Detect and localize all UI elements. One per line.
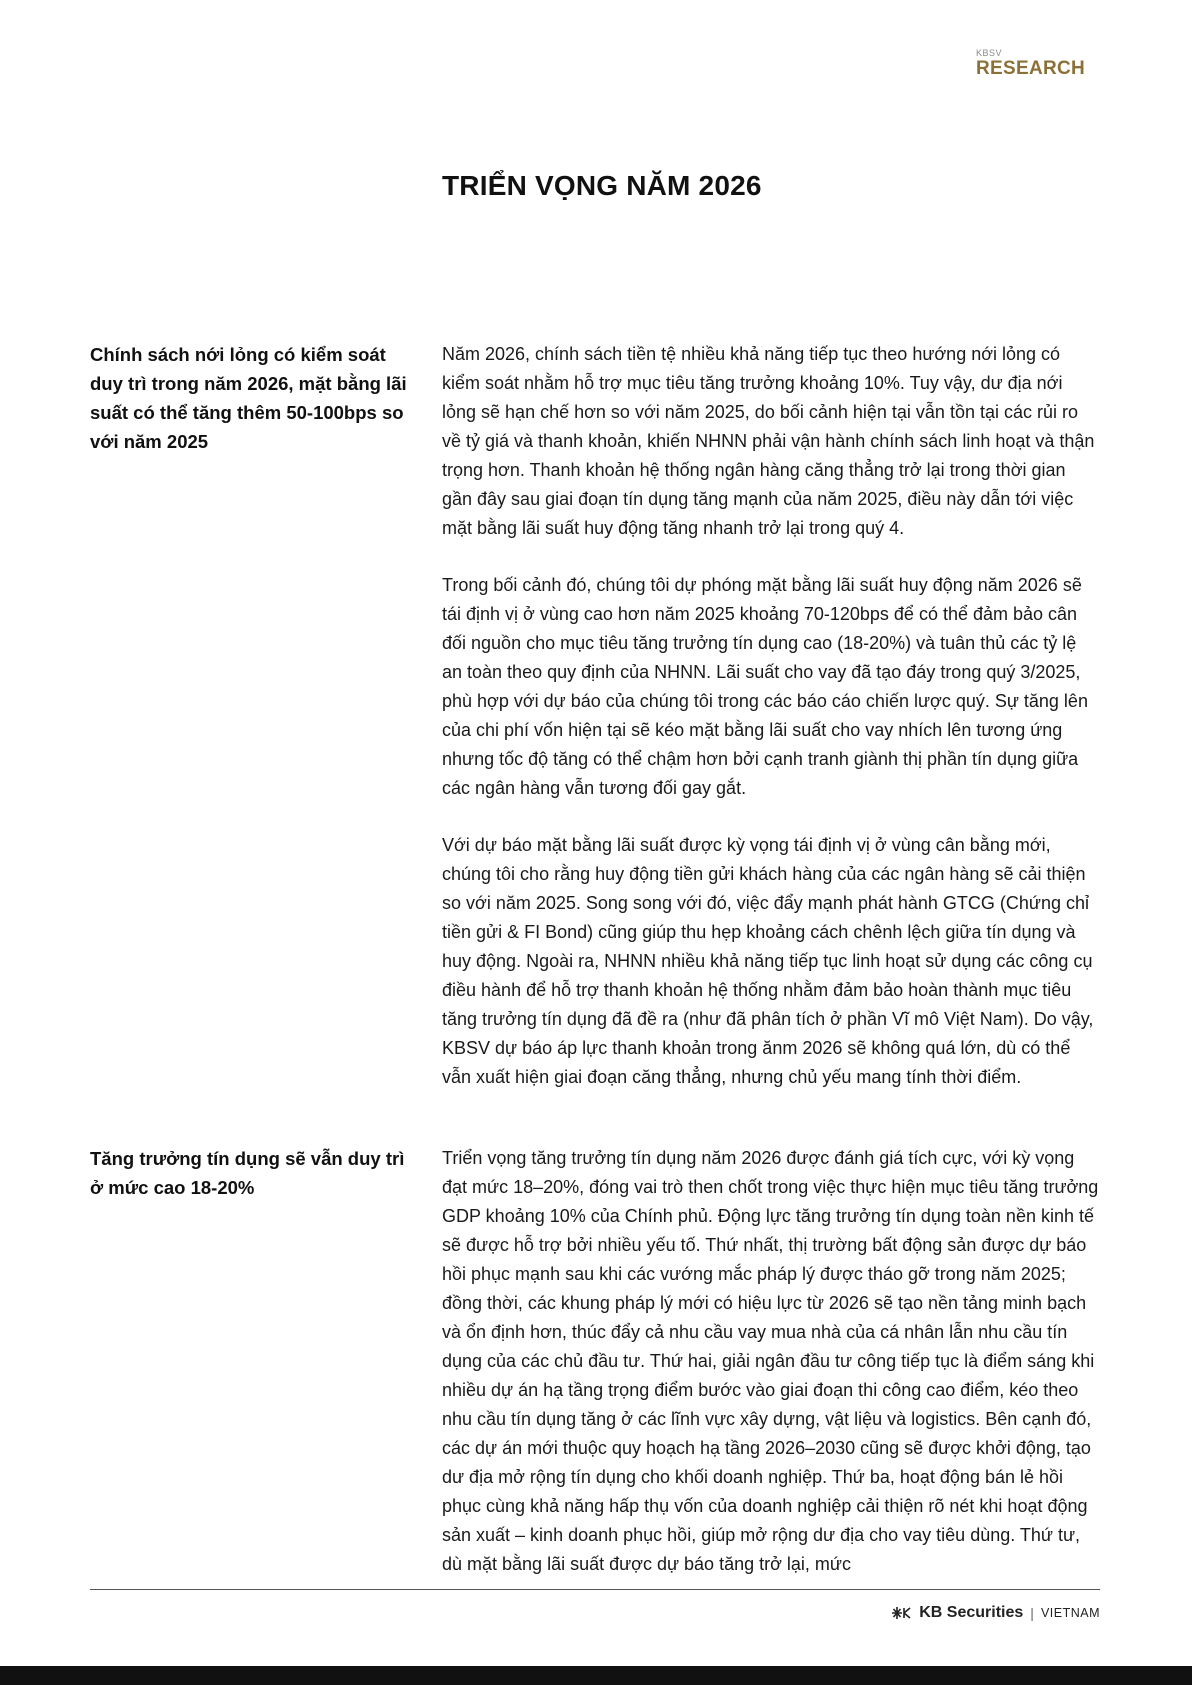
- section-body: [442, 340, 1100, 1120]
- footer-divider: [90, 1589, 1100, 1590]
- paragraph: Triển vọng tăng trưởng tín dụng năm 2026 được đánh giá tích cực, với kỳ vọng đạt mức 18–20%, đóng vai trò then chốt trong việc thực hiện mục tiêu tăng trưởng GDP khoảng 10% của Chính phủ. Động lực tăng trưởng tín dụng toàn nền kinh tế sẽ được hỗ trợ bởi nhiều yếu tố. Thứ nhất, thị trường bất động sản được dự báo hồi phục mạnh sau khi các vướng mắc pháp lý được tháo gỡ trong năm 2025; đồng thời, các khung pháp lý mới có hiệu lực từ 2026 sẽ tạo nền tảng minh bạch và ổn định hơn, thúc đẩy cả nhu cầu vay mua nhà của cá nhân lẫn nhu cầu tín dụng của các chủ đầu tư. Thứ hai, giải ngân đầu tư công tiếp tục là điểm sáng khi nhiều dự án hạ tầng trọng điểm bước vào giai đoạn thi công cao điểm, kéo theo nhu cầu tín dụng tăng ở các lĩnh vực xây dựng, vật liệu và logistics. Bên cạnh đó, các dự án mới thuộc quy hoạch hạ tầng 2026–2030 cũng sẽ được khởi động, tạo dư địa mở rộng tín dụng cho khối doanh nghiệp. Thứ ba, hoạt động bán lẻ hồi phục cùng khả năng hấp thụ vốn của doanh nghiệp cải thiện rõ nét khi hoạt động sản xuất – kinh doanh phục hồi, giúp mở rộng dư địa cho vay tiêu dùng. Thứ tư, dù mặt bằng lãi suất được dự báo tăng trở lại, mức: [442, 1148, 1099, 1574]
- footer-brand-name: KB Securities: [919, 1604, 1024, 1621]
- bottom-band: [0, 1666, 1192, 1685]
- footer-brand: [891, 1604, 1100, 1622]
- paragraph: Trong bối cảnh đó, chúng tôi dự phóng mặt bằng lãi suất huy động năm 2026 sẽ tái định vị ở vùng cao hơn năm 2025 khoảng 70-120bps để có thể đảm bảo cân đối nguồn cho mục tiêu tăng trưởng tín dụng cao (18-20%) và tuân thủ các tỷ lệ an toàn theo quy định của NHNN. Lãi suất cho vay đã tạo đáy trong quý 3/2025, phù hợp với dự báo của chúng tôi trong các báo cáo chiến lược quý. Sự tăng lên của chi phí vốn hiện tại sẽ kéo mặt bằng lãi suất cho vay nhích lên tương ứng nhưng tốc độ tăng có thể chậm hơn bởi cạnh tranh giành thị phần tín dụng giữa các ngân hàng vẫn tương đối gay gắt.: [442, 575, 1088, 798]
- kb-star-icon: [891, 1605, 913, 1621]
- section-body: [442, 1144, 1100, 1607]
- page-title: TRIỂN VỌNG NĂM 2026: [442, 170, 762, 201]
- paragraph: Với dự báo mặt bằng lãi suất được kỳ vọng tái định vị ở vùng cân bằng mới, chúng tôi cho rằng huy động tiền gửi khách hàng của các ngân hàng sẽ cải thiện so với năm 2025. Song song với đó, việc đẩy mạnh phát hành GTCG (Chứng chỉ tiền gửi & FI Bond) cũng giúp thu hẹp khoảng cách chênh lệch giữa tín dụng và huy động. Ngoài ra, NHNN nhiều khả năng tiếp tục linh hoạt sử dụng các công cụ điều hành để hỗ trợ thanh khoản hệ thống nhằm đảm bảo hoàn thành mục tiêu tăng trưởng tín dụng đã đề ra (như đã phân tích ở phần Vĩ mô Việt Nam). Do vậy, KBSV dự báo áp lực thanh khoản trong ănm 2026 sẽ không quá lớn, dù có thể vẫn xuất hiện giai đoạn căng thẳng, nhưng chủ yếu mang tính thời điểm.: [442, 835, 1094, 1087]
- paragraph: Năm 2026, chính sách tiền tệ nhiều khả năng tiếp tục theo hướng nới lỏng có kiểm soát nhằm hỗ trợ mục tiêu tăng trưởng khoảng 10%. Tuy vậy, dư địa nới lỏng sẽ hạn chế hơn so với năm 2025, do bối cảnh hiện tại vẫn tồn tại các rủi ro về tỷ giá và thanh khoản, khiến NHNN phải vận hành chính sách linh hoạt và thận trọng hơn. Thanh khoản hệ thống ngân hàng căng thẳng trở lại trong thời gian gần đây sau giai đoạn tín dụng tăng mạnh của năm 2025, điều này dẫn tới việc mặt bằng lãi suất huy động tăng nhanh trở lại trong quý 4.: [442, 344, 1095, 538]
- logo-research-text: RESEARCH: [976, 58, 1086, 79]
- side-heading: Tăng trưởng tín dụng sẽ vẫn duy trì ở mức cao 18-20%: [90, 1148, 405, 1198]
- research-logo: [976, 48, 1100, 80]
- side-heading: Chính sách nới lỏng có kiểm soát duy trì trong năm 2026, mặt bằng lãi suất có thể tăng thêm 50-100bps so với năm 2025: [90, 344, 407, 452]
- footer-separator: |: [1030, 1605, 1034, 1621]
- footer-country: VIETNAM: [1040, 1606, 1100, 1620]
- logo-kbsv-text: KBSV: [976, 48, 1003, 58]
